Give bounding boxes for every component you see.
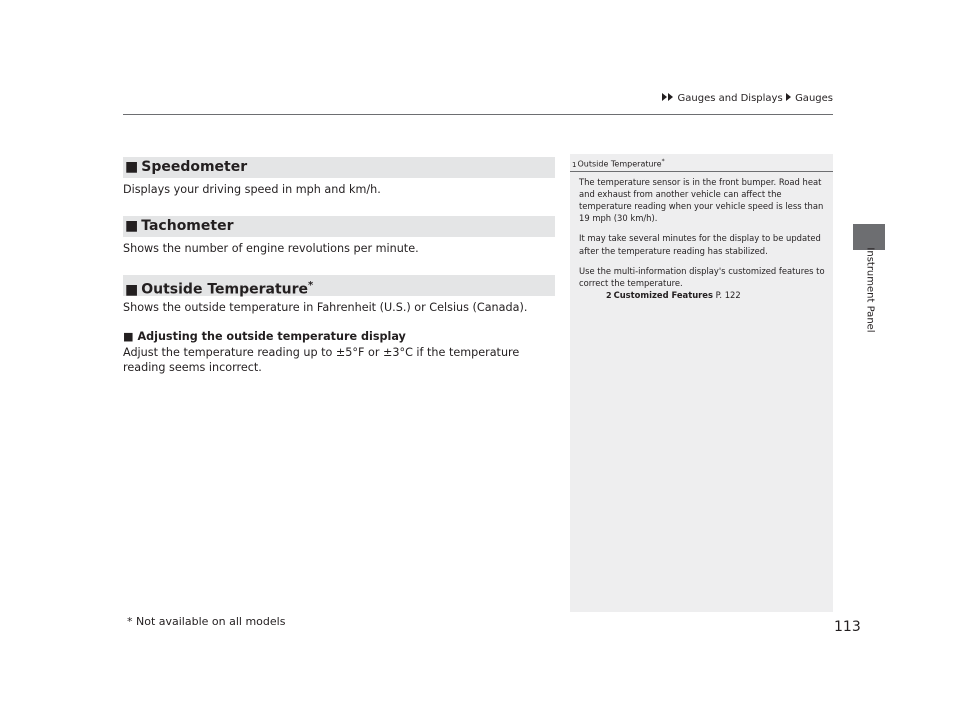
breadcrumb-arrow-icon	[786, 93, 791, 101]
breadcrumb-arrow-icon	[662, 93, 667, 101]
sidebar-title	[570, 154, 833, 172]
section-title: Outside Temperature	[141, 281, 309, 298]
main-content	[123, 157, 555, 375]
chapter-tab	[853, 224, 885, 250]
page-number: 113	[834, 619, 861, 635]
tachometer-text: Shows the number of engine revolutions per minute.	[123, 242, 419, 255]
footnote-asterisk[interactable]: *	[661, 158, 665, 165]
outside-temperature-text: Shows the outside temperature in Fahrenheit (U.S.) or Celsius (Canada).	[123, 301, 528, 314]
adjust-temperature-text: Adjust the temperature reading up to ±5°F or ±3°C if the temperature reading seems incorrect.	[123, 346, 520, 374]
section-header-speedometer	[123, 157, 555, 178]
sidebar-title-text: Outside Temperature	[577, 159, 662, 169]
sidebar-body	[570, 172, 833, 303]
cross-reference-link[interactable]	[579, 289, 833, 302]
section-marker-icon: ■	[125, 159, 139, 175]
cross-reference-label[interactable]: Customized Features	[613, 290, 713, 301]
section-marker-icon: ■	[125, 218, 139, 234]
breadcrumb-level2[interactable]: Gauges	[795, 93, 833, 104]
subsection-heading: ■ Adjusting the outside temperature display	[123, 330, 406, 343]
notes-sidebar	[570, 154, 833, 612]
speedometer-text: Displays your driving speed in mph and km/h.	[123, 183, 381, 196]
section-header-outside-temperature	[123, 275, 555, 296]
footnote: * Not available on all models	[127, 615, 286, 628]
section-marker-icon: ■	[125, 281, 139, 298]
section-header-tachometer	[123, 216, 555, 237]
breadcrumb	[662, 93, 833, 104]
breadcrumb-level1[interactable]: Gauges and Displays	[677, 93, 783, 104]
sidebar-paragraph: The temperature sensor is in the front bumper. Road heat and exhaust from another vehicle can affect the temperature reading when your vehicle speed is less than 19 mph (30 km/h).	[579, 176, 824, 224]
header-rule	[123, 114, 833, 115]
section-title: Speedometer	[141, 159, 248, 175]
cross-reference-page[interactable]: P. 122	[715, 290, 741, 301]
footnote-asterisk[interactable]: *	[308, 280, 314, 291]
breadcrumb-arrow-icon	[668, 93, 673, 101]
sidebar-paragraph: Use the multi-information display's customized features to correct the temperature.	[579, 265, 825, 289]
cross-reference-icon: 2	[606, 291, 612, 301]
chapter-label: Instrument Panel	[864, 247, 876, 333]
section-title: Tachometer	[141, 218, 234, 234]
note-icon: 1	[572, 160, 577, 169]
sidebar-paragraph: It may take several minutes for the display to be updated after the temperature reading has stabilized.	[579, 233, 821, 256]
